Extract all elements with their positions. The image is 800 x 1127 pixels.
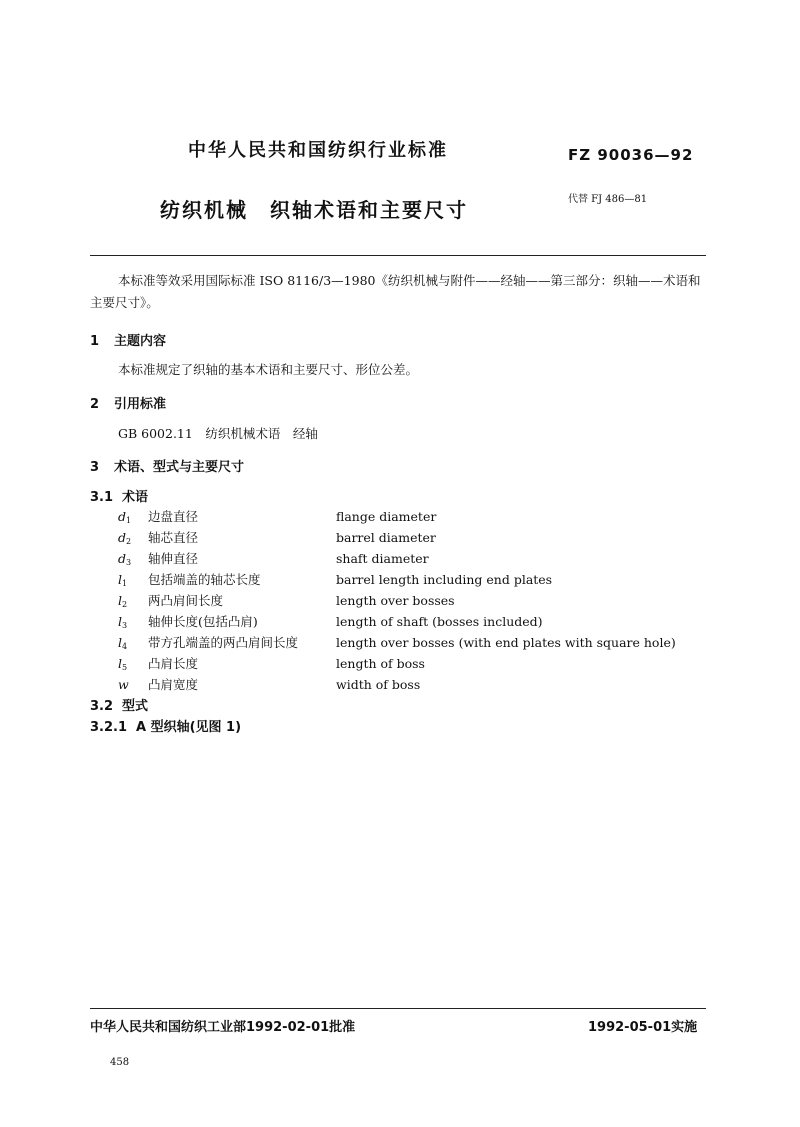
approval-date: 中华人民共和国纺织工业部1992-02-01批准 [90, 1020, 356, 1035]
term-row [118, 570, 552, 590]
effective-date: 1992-05-01实施 [588, 1020, 698, 1035]
section-number: 3 [90, 460, 100, 475]
section-number: 3.2 [90, 699, 114, 714]
section-3-2-1-heading [90, 716, 241, 735]
term-symbol: l5 [118, 656, 128, 672]
term-zh: 带方孔端盖的两凸肩间长度 [148, 635, 299, 650]
term-zh: 包括端盖的轴芯长度 [148, 572, 261, 587]
term-zh: 凸肩长度 [148, 656, 199, 671]
section-title: 引用标准 [114, 397, 167, 412]
term-en: length of boss [336, 656, 425, 671]
term-zh: 边盘直径 [148, 509, 199, 524]
term-symbol: d2 [118, 530, 132, 546]
term-symbol: w [118, 677, 129, 692]
section-title: 主题内容 [114, 334, 167, 349]
standard-number: FZ 90036—92 [568, 146, 694, 164]
section-3-heading [90, 456, 244, 475]
term-en: barrel length including end plates [336, 572, 553, 587]
term-symbol: l3 [118, 614, 128, 630]
section-1-heading [90, 330, 166, 349]
section-3-1-heading [90, 486, 148, 505]
term-en: length over bosses [336, 593, 455, 608]
term-symbol: l4 [118, 635, 128, 651]
term-en: length of shaft (bosses included) [336, 614, 543, 629]
term-symbol: d1 [118, 509, 132, 525]
section-3-2-heading [90, 695, 148, 714]
term-zh: 两凸肩间长度 [148, 593, 224, 608]
section-number: 3.1 [90, 490, 114, 505]
term-symbol: d3 [118, 551, 132, 567]
term-en: length over bosses (with end plates with square hole) [336, 635, 676, 650]
section-number: 2 [90, 397, 100, 412]
term-row [118, 633, 676, 653]
section-number: 1 [90, 334, 100, 349]
title-sub: 纺织机械 织轴术语和主要尺寸 [160, 198, 468, 222]
term-row [118, 549, 429, 569]
replaces-note: 代替 FJ 486—81 [568, 194, 648, 205]
top-rule [90, 255, 706, 256]
term-zh: 轴芯直径 [148, 530, 199, 545]
section-1-body: 本标准规定了织轴的基本术语和主要尺寸、形位公差。 [118, 362, 419, 377]
term-en: barrel diameter [336, 530, 436, 545]
term-row [118, 675, 420, 695]
term-en: width of boss [336, 677, 421, 692]
section-title: 术语、型式与主要尺寸 [114, 460, 245, 475]
intro-paragraph: 本标准等效采用国际标准 ISO 8116/3—1980《纺织机械与附件——经轴——第三部分：织轴——术语和主要尺寸》。 [90, 273, 701, 310]
section-2-body: GB 6002.11 纺织机械术语 经轴 [118, 426, 318, 441]
section-title: 术语 [122, 490, 149, 505]
term-en: flange diameter [336, 509, 437, 524]
section-title: A 型织轴(见图 1) [136, 720, 242, 735]
term-row [118, 654, 425, 674]
term-en: shaft diameter [336, 551, 429, 566]
term-symbol: l1 [118, 572, 128, 588]
term-row [118, 528, 436, 548]
term-row [118, 507, 436, 527]
term-zh: 凸肩宽度 [148, 677, 199, 692]
section-2-heading [90, 393, 166, 412]
term-row [118, 591, 455, 611]
page-number: 458 [110, 1057, 130, 1068]
section-number: 3.2.1 [90, 720, 128, 735]
bottom-rule [90, 1008, 706, 1009]
term-zh: 轴伸长度(包括凸肩) [148, 614, 258, 629]
title-main: 中华人民共和国纺织行业标准 [188, 140, 448, 161]
section-title: 型式 [122, 699, 149, 714]
term-symbol: l2 [118, 593, 128, 609]
term-zh: 轴伸直径 [148, 551, 199, 566]
term-row [118, 612, 543, 632]
